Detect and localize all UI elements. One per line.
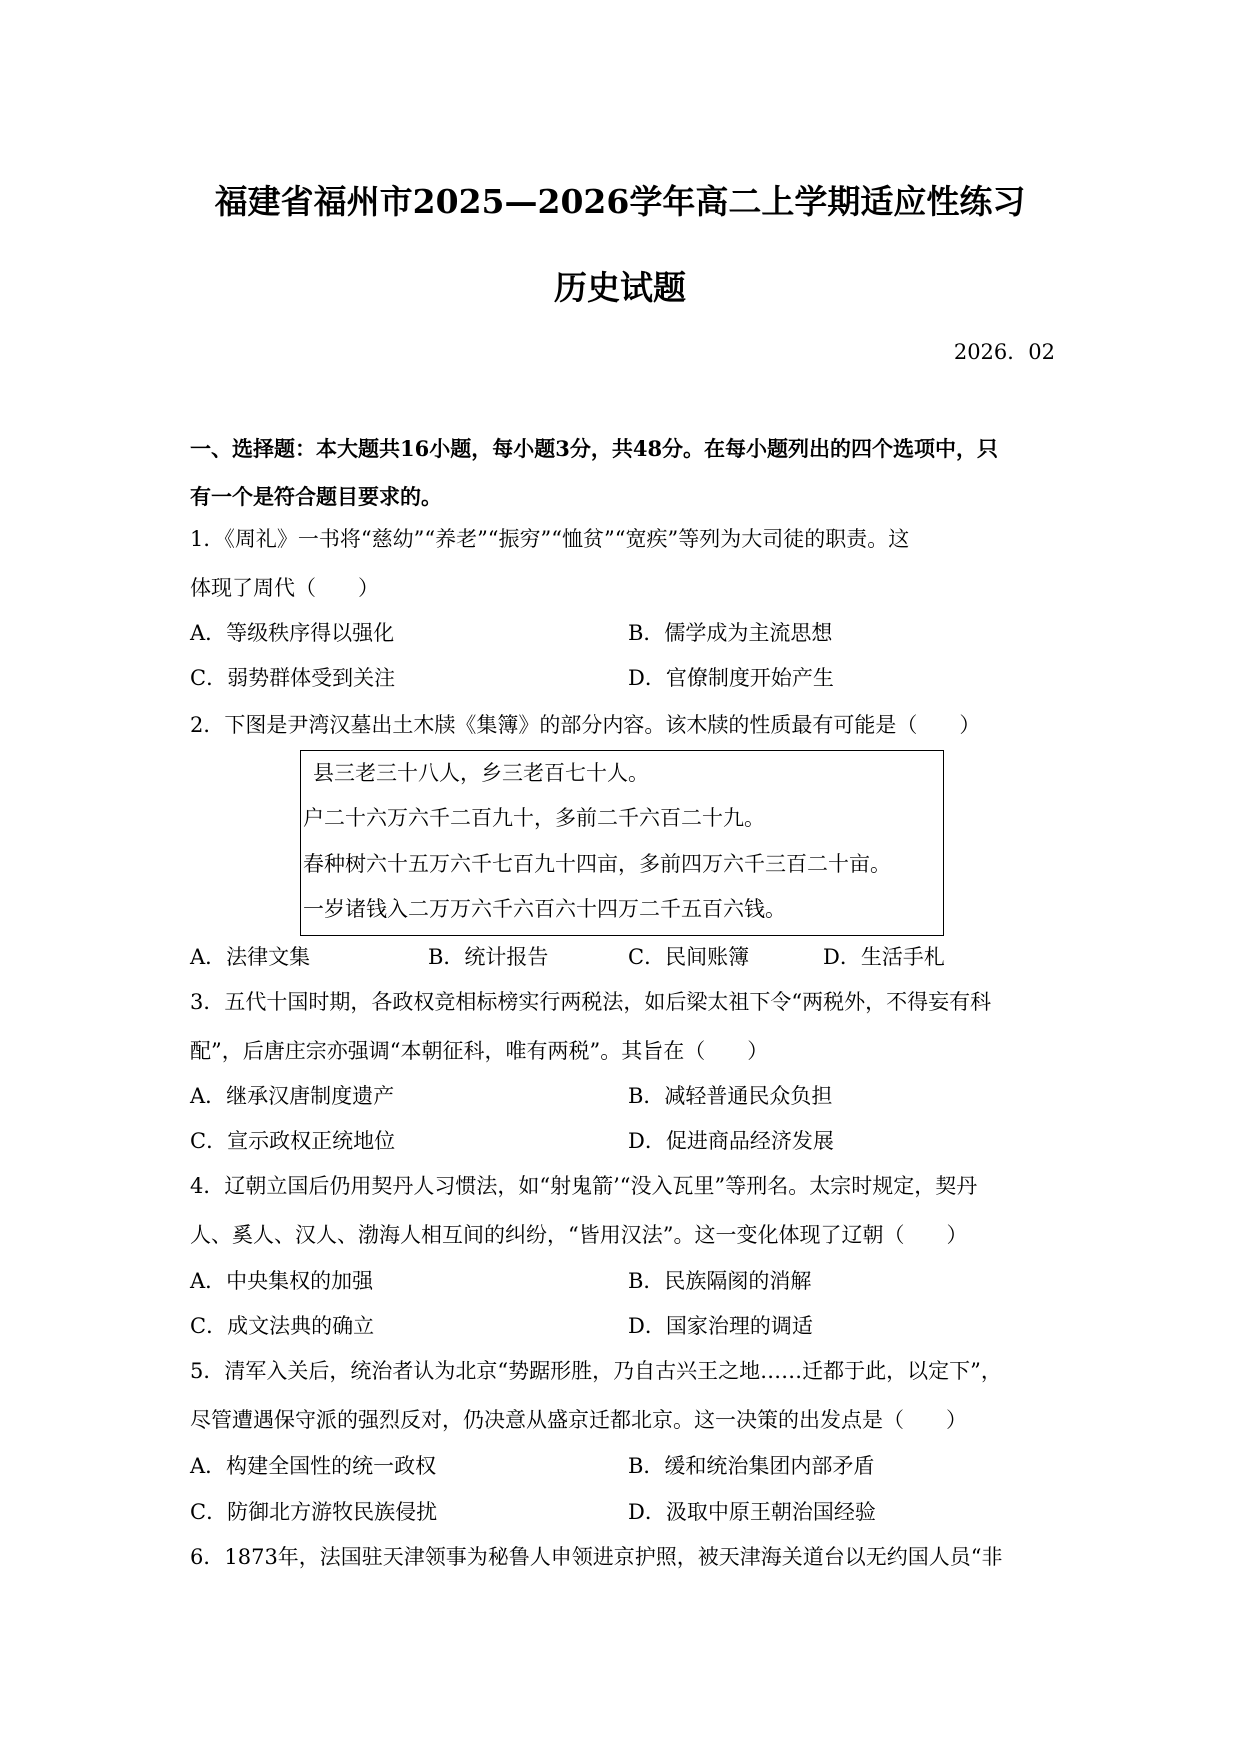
section-heading-cont: 有一个是符合题目要求的。 [190, 484, 442, 509]
question-4-stem: 4．辽朝立国后仍用契丹人习惯法，如“射鬼箭’“没入瓦里”等刑名。太宗时规定，契丹 [190, 1174, 978, 1198]
question-3-option-d: D．促进商品经济发展 [628, 1129, 834, 1153]
question-2-option-c: C．民间账簿 [628, 945, 750, 969]
question-4-stem-cont: 人、奚人、汉人、渤海人相互间的纠纷，“皆用汉法”。这一变化体现了辽朝（ ） [190, 1223, 968, 1247]
question-3-stem: 3．五代十国时期，各政权竞相标榜实行两税法，如后梁太祖下令“两税外，不得妄有科 [190, 990, 992, 1014]
question-4-option-a: A．中央集权的加强 [190, 1269, 374, 1293]
wooden-slip-excerpt-box [300, 750, 944, 936]
exam-title: 福建省福州市2025—2026学年高二上学期适应性练习 [214, 182, 1026, 221]
question-2-option-b: B．统计报告 [428, 945, 549, 969]
question-2-option-a: A．法律文集 [190, 945, 311, 969]
exam-date: 2026．02 [953, 340, 1055, 364]
question-1-option-a: A．等级秩序得以强化 [190, 621, 395, 645]
section-heading: 一、选择题：本大题共16小题，每小题3分，共48分。在每小题列出的四个选项中，只 [190, 436, 999, 461]
question-5-stem: 5．清军入关后，统治者认为北京“势踞形胜，乃自古兴王之地……迁都于此，以定下”， [190, 1359, 1002, 1383]
question-4-option-b: B．民族隔阂的消解 [628, 1269, 812, 1293]
question-3-stem-cont: 配”，后唐庄宗亦强调“本朝征科，唯有两税”。其旨在（ ） [190, 1039, 769, 1063]
question-3-option-a: A．继承汉唐制度遗产 [190, 1084, 395, 1108]
excerpt-line-3: 春种树六十五万六千七百九十四亩，多前四万六千三百二十亩。 [303, 852, 891, 876]
question-4-option-d: D．国家治理的调适 [628, 1314, 813, 1338]
question-5-stem-cont: 尽管遭遇保守派的强烈反对，仍决意从盛京迁都北京。这一决策的出发点是（ ） [190, 1408, 967, 1432]
question-6-stem: 6．1873年，法国驻天津领事为秘鲁人申领进京护照，被天津海关道台以无约国人员“非 [190, 1545, 1003, 1569]
question-2-option-d: D．生活手札 [823, 945, 945, 969]
question-5-option-a: A．构建全国性的统一政权 [190, 1454, 437, 1478]
exam-subtitle: 历史试题 [554, 268, 686, 307]
excerpt-line-1: 县三老三十八人，乡三老百七十人。 [313, 761, 649, 785]
question-2-stem: 2．下图是尹湾汉墓出土木牍《集簿》的部分内容。该木牍的性质最有可能是（ ） [190, 713, 981, 737]
excerpt-line-2: 户二十六万六千二百九十，多前二千六百二十九。 [303, 806, 765, 830]
question-1-option-c: C．弱势群体受到关注 [190, 666, 396, 690]
question-1-stem-cont: 体现了周代（ ） [190, 576, 379, 600]
question-1-stem: 1．《周礼》一书将“慈幼”“养老”“振穷”“恤贫”“宽疾”等列为大司徒的职责。这 [190, 527, 910, 551]
question-5-option-d: D．汲取中原王朝治国经验 [628, 1500, 876, 1524]
question-3-option-b: B．减轻普通民众负担 [628, 1084, 833, 1108]
question-1-option-d: D．官僚制度开始产生 [628, 666, 834, 690]
question-1-option-b: B．儒学成为主流思想 [628, 621, 833, 645]
question-5-option-b: B．缓和统治集团内部矛盾 [628, 1454, 875, 1478]
question-3-option-c: C．宣示政权正统地位 [190, 1129, 396, 1153]
question-5-option-c: C．防御北方游牧民族侵扰 [190, 1500, 438, 1524]
question-4-option-c: C．成文法典的确立 [190, 1314, 375, 1338]
excerpt-line-4: 一岁诸钱入二万万六千六百六十四万二千五百六钱。 [303, 897, 786, 921]
